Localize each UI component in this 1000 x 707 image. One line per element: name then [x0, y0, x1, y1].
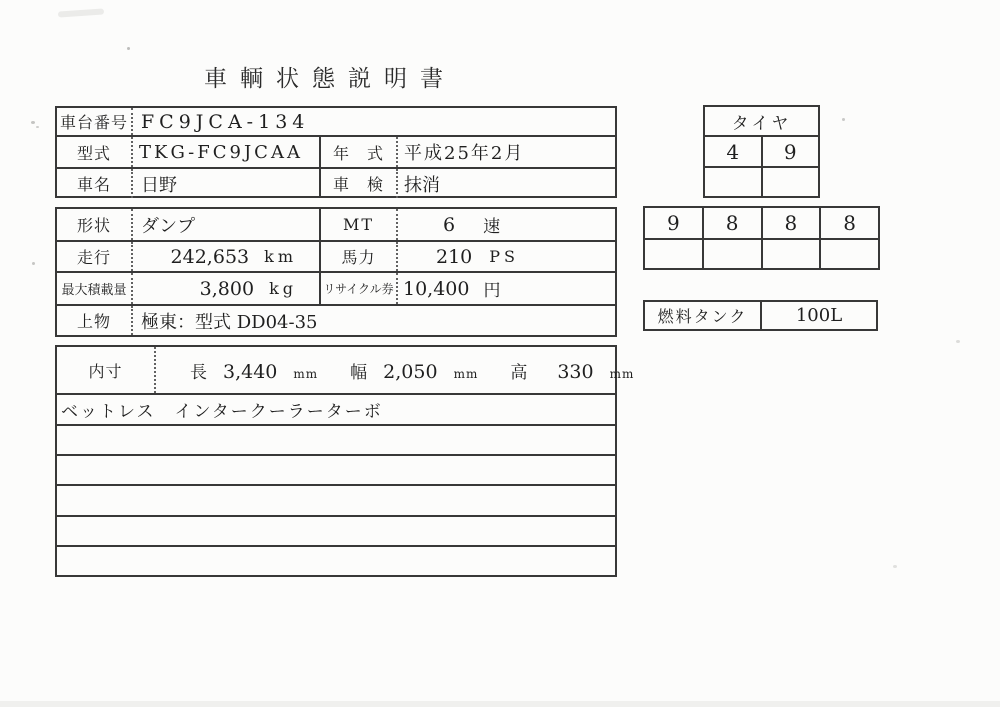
equipment-note: ベットレス インタークーラーターボ [61, 402, 383, 422]
width-dimension [350, 358, 478, 383]
tire-header-row [705, 107, 818, 135]
empty-cell [645, 240, 704, 268]
empty-cell [57, 517, 615, 545]
recycle-ticket-number: 10,400 [403, 277, 470, 300]
body-row [57, 304, 615, 335]
scan-speck [36, 126, 39, 128]
tire-depth-empty-row [645, 238, 878, 268]
model-year-row [57, 135, 615, 167]
tire-count-front: 4 [705, 137, 763, 166]
year-label: 年 式 [321, 137, 398, 167]
empty-cell [763, 168, 819, 196]
load-recycle-row [57, 271, 615, 304]
height-value: 330 [557, 360, 594, 383]
empty-note-row [57, 454, 615, 484]
max-load-unit: kg [269, 279, 297, 298]
equipment-note-row [57, 393, 615, 424]
inspection-value: 抹消 [404, 174, 440, 196]
chassis-value: FC9JCA-134 [141, 110, 310, 133]
length-value: 3,440 [223, 360, 278, 383]
specs-table [55, 207, 617, 337]
shape-value: ダンプ [133, 209, 321, 240]
transmission-label: MT [321, 209, 398, 240]
mileage-value [133, 242, 321, 271]
model-label: 型式 [57, 137, 133, 167]
max-load-number: 3,800 [199, 277, 255, 300]
empty-cell [57, 486, 615, 514]
recycle-ticket-value [398, 273, 615, 304]
empty-note-row [57, 484, 615, 514]
width-value: 2,050 [383, 360, 438, 383]
name-inspection-row [57, 167, 615, 198]
tire-depth-values-row [645, 208, 878, 238]
tire-table-title: タイヤ [731, 113, 792, 134]
inner-dimensions-label: 内寸 [57, 347, 156, 393]
empty-cell [57, 456, 615, 484]
recycle-ticket-label: リサイクル券 [321, 273, 398, 304]
empty-cell [57, 547, 615, 575]
length-label: 長 [190, 362, 207, 383]
tire-depth-table [643, 206, 880, 270]
body-label: 上物 [57, 306, 133, 335]
scan-bottom-edge [0, 701, 1000, 707]
vehicle-name-value: 日野 [133, 169, 321, 198]
length-unit: mm [293, 366, 319, 381]
scan-speck [32, 262, 35, 265]
transmission-unit: 速 [483, 217, 501, 237]
tire-count-row [705, 135, 818, 166]
shape-label: 形状 [57, 209, 133, 240]
year-value: 平成25年2月 [404, 143, 525, 164]
transmission-speeds: 6 [443, 213, 456, 236]
empty-cell [763, 240, 822, 268]
identity-table [55, 106, 617, 198]
tire-depth-2: 8 [704, 208, 763, 238]
body-value: 極東：型式 DD04-35 [141, 311, 318, 333]
inner-dimensions-table [55, 345, 635, 577]
mileage-label: 走行 [57, 242, 133, 271]
scan-speck [127, 47, 130, 50]
inner-dimensions-values [156, 347, 635, 393]
max-load-label: 最大積載量 [57, 273, 133, 304]
empty-cell [57, 426, 615, 454]
vehicle-name-label: 車名 [57, 169, 133, 198]
fuel-tank-label: 燃料タンク [645, 302, 762, 329]
scan-speck [31, 121, 35, 124]
empty-note-row [57, 424, 615, 454]
chassis-label: 車台番号 [57, 108, 133, 135]
empty-cell [821, 240, 878, 268]
tire-depth-3: 8 [763, 208, 822, 238]
tire-table [703, 105, 820, 198]
power-value [398, 242, 615, 271]
inspection-label: 車 検 [321, 169, 398, 198]
tire-depth-4: 8 [843, 211, 856, 235]
power-number: 210 [436, 245, 473, 268]
height-unit: mm [609, 366, 635, 381]
fuel-tank-table [643, 300, 878, 331]
scan-speck [893, 565, 897, 568]
scan-smudge [58, 8, 104, 17]
width-unit: mm [453, 366, 479, 381]
height-dimension [510, 358, 634, 383]
document-title: 車輌状態説明書 [204, 66, 456, 92]
mileage-number: 242,653 [170, 245, 250, 268]
shape-mt-row [57, 209, 615, 240]
mileage-power-row [57, 240, 615, 271]
scan-speck [842, 118, 845, 121]
scan-speck [956, 340, 960, 343]
empty-note-row [57, 545, 615, 575]
empty-cell [704, 240, 763, 268]
chassis-row [57, 108, 615, 135]
fuel-tank-row [645, 302, 876, 329]
model-value: TKG-FC9JCAA [133, 137, 321, 167]
height-label: 高 [510, 362, 528, 383]
empty-note-row [57, 515, 615, 545]
transmission-value [398, 209, 615, 240]
mileage-unit: km [264, 247, 297, 266]
max-load-value [133, 273, 321, 304]
width-label: 幅 [350, 362, 368, 383]
empty-cell [705, 168, 763, 196]
inner-dimensions-row [57, 347, 635, 393]
recycle-ticket-unit: 円 [483, 281, 501, 301]
tire-empty-row [705, 166, 818, 196]
length-dimension [190, 358, 318, 383]
fuel-tank-value: 100L [795, 305, 843, 326]
tire-depth-1: 9 [645, 208, 704, 238]
power-label: 馬力 [321, 242, 398, 271]
tire-count-rear: 9 [783, 139, 797, 164]
power-unit: PS [489, 247, 519, 266]
